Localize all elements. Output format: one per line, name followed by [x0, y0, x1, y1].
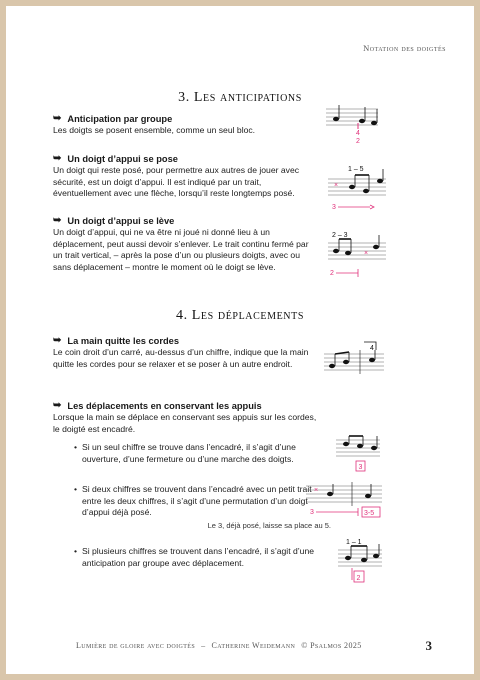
finger-numbers-top: 2 – 3	[332, 232, 348, 239]
subheading-anticipation-groupe	[53, 113, 172, 124]
bullet-text: Si deux chiffres se trouvent dans l’encadré avec un petit trait entre les deux chiffres, il s’agit d’une permutation d’un doigt d’appui déjà posé.	[82, 484, 312, 517]
svg-text:×: ×	[314, 487, 319, 494]
hook-arrow-icon: ➥	[53, 400, 62, 411]
subheading-main-quitte	[53, 335, 179, 346]
note-head	[371, 121, 377, 125]
subheading-text: Les déplacements en conservant les appuis	[67, 400, 262, 411]
finger-number: 4	[356, 130, 360, 137]
finger-number: 2	[356, 138, 360, 145]
finger-numbers-top: 1 – 1	[346, 539, 362, 546]
section-title-anticipations: 3. Les anticipations	[178, 90, 302, 105]
svg-text:3: 3	[310, 509, 314, 516]
caption: Le 3, déjà posé, laisse sa place au 5.	[207, 521, 331, 530]
section-title-deplacements: 4. Les déplacements	[175, 308, 304, 323]
bullet-item: • Si plusieurs chiffres se trouvent dans l’encadré, il s’agit d’une anticipation par groupe avec déplacement.	[74, 546, 314, 568]
note-head	[333, 117, 339, 121]
hook-arrow-icon: ➥	[53, 113, 62, 124]
music-example-main-quitte	[324, 340, 384, 380]
footer-author: Catherine Weidemann	[211, 641, 296, 650]
subheading-text: Anticipation par groupe	[67, 113, 173, 124]
svg-text:×: ×	[334, 182, 339, 189]
bullet-item: • Si deux chiffres se trouvent dans l’encadré avec un petit trait entre les deux chiffres, il s’agit d’une permutation d’un doigt d’appui déjà posé.	[74, 484, 312, 517]
footer-title: Lumière de gloire avec doigtés	[76, 641, 196, 650]
finger-numbers-top: 1 – 5	[348, 166, 364, 173]
svg-text:×: ×	[364, 250, 369, 257]
music-example-anticipation-groupe	[326, 103, 378, 145]
paragraph: Un doigt d’appui, qui ne va être ni joué ni donné lieu à un déplacement, peut aussi devoir s’enlever. Le trait continu fermé par un trait vertical, – après la pose d’un ou plusieurs doigts, avec ou sans déplacement – montre le moment où le doigt se lève.	[53, 227, 309, 272]
subheading-text: La main quitte les cordes	[67, 335, 179, 346]
finger-number: 4	[370, 345, 374, 352]
note-head	[359, 119, 365, 123]
finger-number: 3-5	[364, 510, 375, 517]
paragraph: Le coin droit d’un carré, au-dessus d’un chiffre, indique que la main quitte les cordes pour se relaxer et se poser à un autre endroit.	[53, 347, 309, 369]
subheading-deplacements-appuis	[53, 400, 262, 411]
music-example-appui-pose	[328, 163, 386, 213]
music-example-groupe-deplacement	[338, 536, 382, 584]
paragraph: Lorsque la main se déplace en conservant ses appuis sur les cordes, le doigté est encadré.	[53, 412, 317, 434]
hook-arrow-icon: ➥	[53, 153, 62, 164]
footer	[76, 641, 362, 650]
finger-number: 3	[332, 204, 336, 211]
running-head: Notation des doigtés	[363, 43, 446, 53]
footer-separator: –	[201, 641, 206, 650]
bullet-text: Si un seul chiffre se trouve dans l’encadré, il s’agit d’une ouverture, d’une fermeture ou d’une marche des doigts.	[82, 442, 296, 464]
subheading-doigt-appui-pose	[53, 153, 178, 164]
finger-number: 2	[356, 575, 361, 582]
music-example-permutation	[306, 480, 382, 520]
arrow-icon	[370, 205, 374, 209]
hook-arrow-icon: ➥	[53, 335, 62, 346]
page-number: 3	[425, 638, 432, 653]
hook-arrow-icon: ➥	[53, 215, 62, 226]
page	[6, 6, 474, 674]
music-example-encadre-simple	[336, 434, 380, 472]
bullet-text: Si plusieurs chiffres se trouvent dans l’encadré, il s’agit d’une anticipation par groupe avec déplacement.	[82, 546, 314, 568]
finger-number: 2	[330, 270, 334, 277]
footer-copyright: © Psalmos 2025	[301, 641, 362, 650]
paragraph: Un doigt qui reste posé, pour permettre aux autres de jouer avec sécurité, est un doigt d’appui. Il est indiqué par un trait, éventuellement avec une flèche, lorsqu’il reste longtemps posé.	[53, 165, 300, 198]
finger-number: 3	[358, 464, 363, 471]
music-example-appui-leve	[328, 229, 386, 279]
subheading-text: Un doigt d’appui se pose	[67, 153, 178, 164]
subheading-text: Un doigt d’appui se lève	[67, 215, 175, 226]
paragraph: Les doigts se posent ensemble, comme un seul bloc.	[53, 125, 256, 135]
subheading-doigt-appui-leve	[53, 215, 174, 226]
bullet-item: • Si un seul chiffre se trouve dans l’encadré, il s’agit d’une ouverture, d’une fermeture ou d’une marche des doigts.	[74, 442, 296, 464]
